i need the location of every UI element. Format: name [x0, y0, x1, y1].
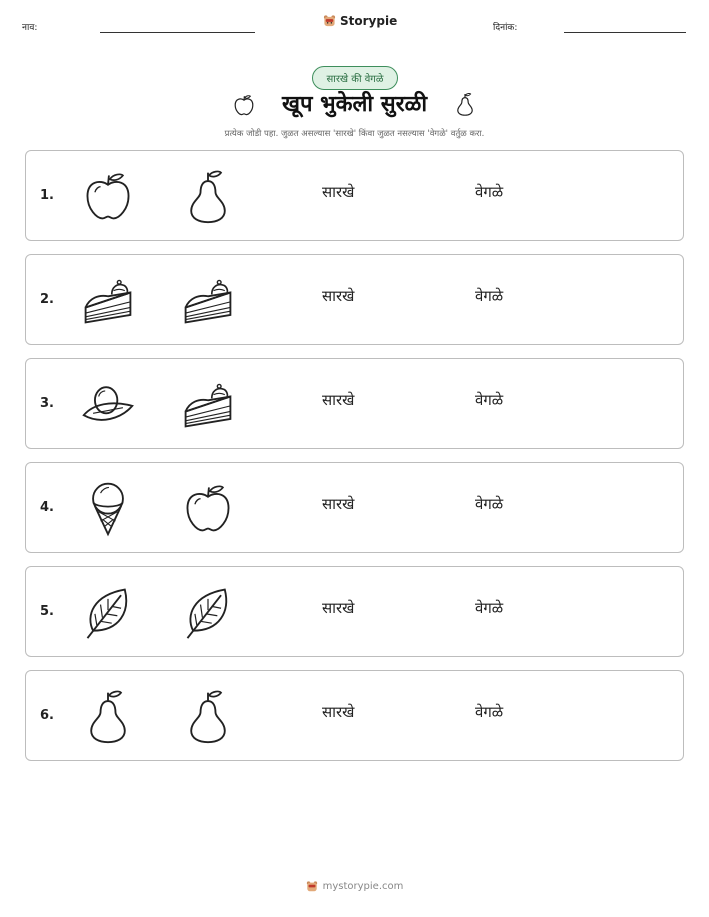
option-different[interactable]: वेगळे	[475, 495, 504, 513]
question-card	[25, 150, 684, 241]
date-label: दिनांक:	[493, 23, 518, 33]
question-number: 1.	[40, 188, 54, 203]
cake-icon	[180, 271, 236, 329]
category-tag: सारखे की वेगळे	[312, 66, 398, 90]
footer-url[interactable]: mystorypie.com	[322, 881, 404, 892]
question-number: 3.	[40, 396, 54, 411]
cake-icon	[180, 375, 236, 433]
apple-icon	[80, 167, 136, 225]
footer	[0, 880, 709, 893]
option-different[interactable]: वेगळे	[475, 599, 504, 617]
option-same[interactable]: सारखे	[322, 183, 355, 201]
icecream-icon	[80, 479, 136, 537]
question-card	[25, 462, 684, 553]
option-same[interactable]: सारखे	[322, 599, 355, 617]
bear-logo-icon	[306, 880, 318, 893]
name-label: नाव:	[22, 23, 38, 33]
name-line[interactable]	[100, 32, 255, 33]
apple-icon	[180, 479, 236, 537]
date-line[interactable]	[564, 32, 686, 33]
question-card	[25, 358, 684, 449]
option-same[interactable]: सारखे	[322, 703, 355, 721]
pear-icon	[180, 167, 236, 225]
cake-icon	[80, 271, 136, 329]
brand-name: Storypie	[340, 14, 398, 28]
pear-icon	[80, 687, 136, 745]
pear-icon	[180, 687, 236, 745]
option-same[interactable]: सारखे	[322, 391, 355, 409]
instructions: प्रत्येक जोडी पहा. जुळत असल्यास 'सारखे' किंवा जुळत नसल्यास 'वेगळे' वर्तुळ करा.	[224, 129, 485, 139]
question-card	[25, 254, 684, 345]
bear-logo-icon	[323, 14, 336, 28]
question-card	[25, 670, 684, 761]
question-card	[25, 566, 684, 657]
option-same[interactable]: सारखे	[322, 287, 355, 305]
leaf-icon	[180, 583, 236, 641]
option-same[interactable]: सारखे	[322, 495, 355, 513]
brand-logo	[323, 14, 397, 28]
pear-icon	[453, 90, 477, 118]
option-different[interactable]: वेगळे	[475, 183, 504, 201]
option-different[interactable]: वेगळे	[475, 391, 504, 409]
question-number: 4.	[40, 500, 54, 515]
question-number: 2.	[40, 292, 54, 307]
option-different[interactable]: वेगळे	[475, 703, 504, 721]
page-title: खूप भुकेली सुरळी	[281, 92, 428, 117]
question-number: 5.	[40, 604, 54, 619]
question-number: 6.	[40, 708, 54, 723]
leaf-icon	[80, 583, 136, 641]
option-different[interactable]: वेगळे	[475, 287, 504, 305]
egg-icon	[80, 375, 136, 433]
